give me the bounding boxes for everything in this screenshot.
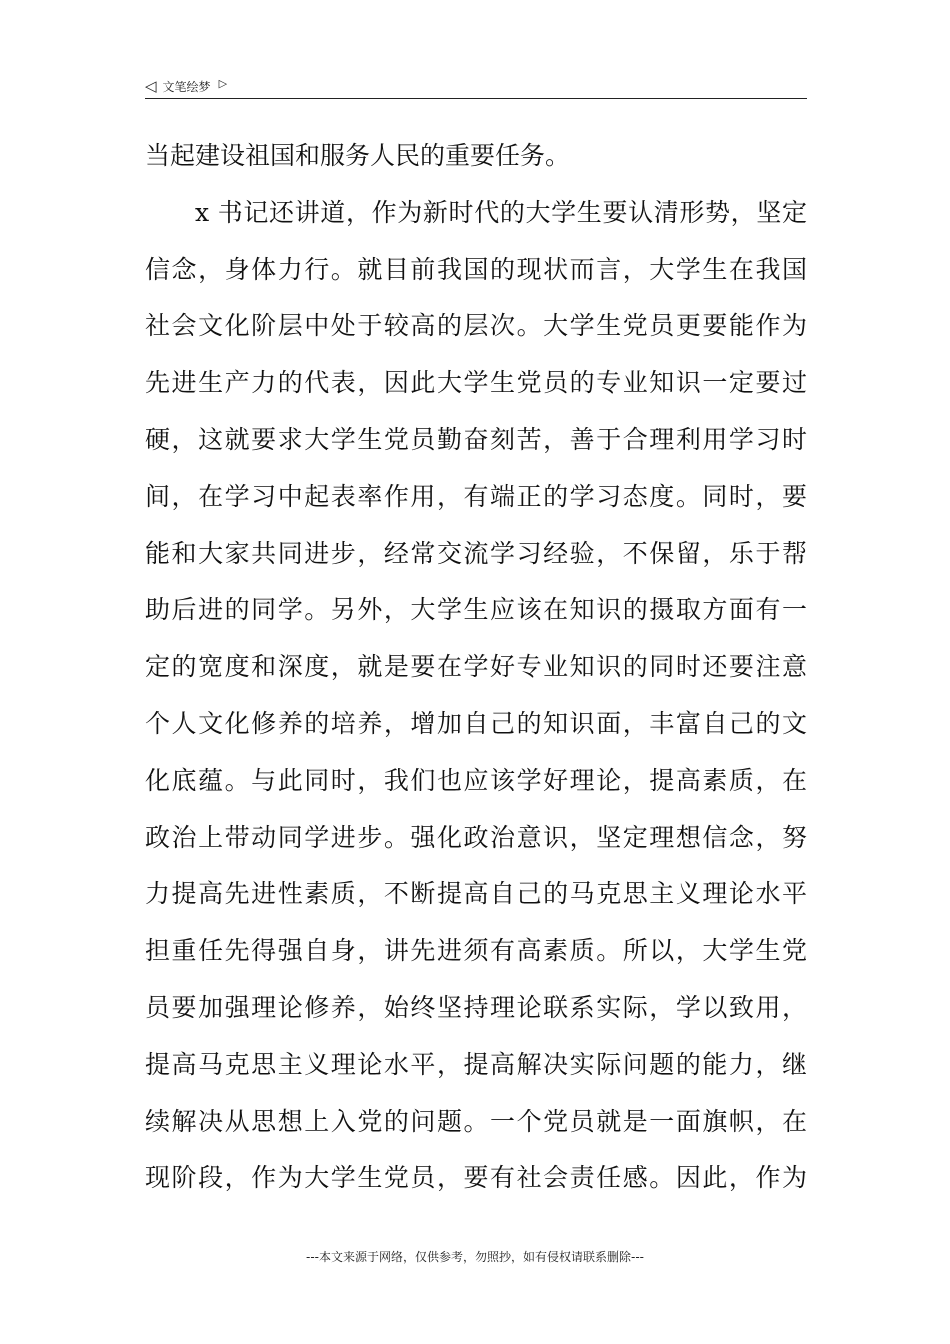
- text-line: 力提高先进性素质，不断提高自己的马克思主义理论水平: [145, 879, 807, 909]
- text-line: 担重任先得强自身，讲先进须有高素质。所以，大学生党: [145, 936, 807, 966]
- page-header: [145, 74, 807, 99]
- text-line: 当起建设祖国和服务人民的重要任务。: [145, 141, 571, 170]
- text-line: 助后进的同学。另外，大学生应该在知识的摄取方面有一: [145, 595, 807, 625]
- text-line: 续解决从思想上入党的问题。一个党员就是一面旗帜，在: [145, 1106, 807, 1136]
- text-line: 硬，这就要求大学生党员勤奋刻苦，善于合理利用学习时: [145, 424, 807, 454]
- text-line: 能和大家共同进步，经常交流学习经验，不保留，乐于帮: [145, 538, 807, 568]
- text-line: 现阶段，作为大学生党员，要有社会责任感。因此，作为: [145, 1163, 807, 1193]
- text-line: 先进生产力的代表，因此大学生党员的专业知识一定要过: [145, 368, 807, 398]
- page-footer: ---本文来源于网络，仅供参考，勿照抄，如有侵权请联系删除---: [306, 1250, 644, 1264]
- triangle-left-icon: ◁: [145, 76, 157, 95]
- header-title: 文笔绘梦: [162, 79, 211, 94]
- text-line: 定的宽度和深度，就是要在学好专业知识的同时还要注意: [145, 652, 807, 682]
- text-line: 员要加强理论修养，始终坚持理论联系实际，学以致用，: [145, 992, 807, 1022]
- text-line: 化底蕴。与此同时，我们也应该学好理论，提高素质，在: [145, 765, 807, 795]
- triangle-right-icon: ▷: [218, 76, 228, 90]
- text-line: 政治上带动同学进步。强化政治意识，坚定理想信念，努: [145, 822, 807, 852]
- text-line: 个人文化修养的培养，增加自己的知识面，丰富自己的文: [145, 708, 807, 738]
- text-line: 间，在学习中起表率作用，有端正的学习态度。同时，要: [145, 481, 807, 511]
- text-line: 社会文化阶层中处于较高的层次。大学生党员更要能作为: [145, 311, 807, 341]
- text-line: x 书记还讲道，作为新时代的大学生要认清形势，坚定: [195, 197, 807, 227]
- document-body: [145, 128, 807, 1207]
- text-line: 信念，身体力行。就目前我国的现状而言，大学生在我国: [145, 254, 807, 284]
- text-line: 提高马克思主义理论水平，提高解决实际问题的能力，继: [145, 1049, 807, 1079]
